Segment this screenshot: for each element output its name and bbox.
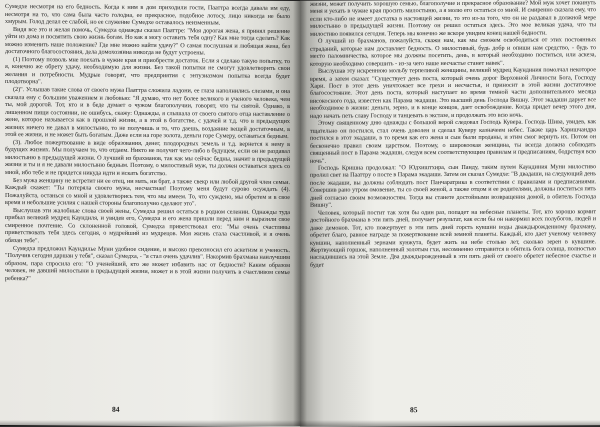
left-page-text <box>5 3 290 284</box>
page-number: 84 <box>112 404 120 414</box>
paragraph: Этому священному дню однажды с большой верой следовал Господь Кувера. Господь Шива, увидев, как тщательно он постился, стал очень доволен и сделал Куверу казначеем небес. Также царь Харишчандра постился в этот экадаши, в то время как его жена и сын были проданы, и этим смог вернуть их. Потом он бесконечно правил своим царством. Поэтому, о широкоокая женщина, ты всегда должна соблюдать священный пост в Парама экадаши, следуя всем соответствующим правилам и предписаниям, бодрствуя всю ночь". <box>310 119 596 165</box>
paragraph: Господь Кришна продолжал: "О Юдхиштхира, сын Панду, таким путем Каундиния Муни милостиво пролил свет на Пааттру о посте в Парама экадаши. Затем он сказал Сумедхе: "В двадаши, на следующий день после экадаши, вы должны соблюдать пост Панчаратрика в соответствии с правилами и предписаниями. Совершив рано утром омовение, ты со своей женой, а также отцом и ее родителями, должны поститься пять дней согласно своим возможностям. Тогда вы станете достойными возвращения домой, в обитель Господа Вишну". <box>310 164 596 209</box>
paragraph: Человек, который постит так хотя бы один раз, попадет на небесные планеты. Тот, кто хорошо кормит достойного брахмана в эти пять дней, получает результат, как если бы он накормил всех полубогов, людей и даже демонов. Тот, кто пожертвует в эти пять дней горсть кувшин воды дваждырожденному брахману, обретет благо, равное награде за пожертвование всей земной планеты. Каждый, кто дает ученому человеку кувшин, наполненный зернами кунжута, будет жить на небе столько лет, сколько зерен в кувшине. Жертвующий горшок, наполненный золотым гхи, несомненно отправится в обитель бога солнца, полностью насладившись на этой Земле. Два дваждырожденный в эти пять дней от своего обретет небесное счастье и будет <box>310 208 596 269</box>
paragraph: Выслушав эти жалобные слова своей жены, Сумедха решил остаться в родном селении. Однажды туда прибыл великий мудрец Каундиля, и увидев его, Сумедха и его жена пришли перед ним и выразили свое смиренное почтение. Со склоненной головой, Сумедха приветствовал его: "Мы очень счастливы приветствовать тебя здесь сегодня, о мудрейший из мудрецов. Моя жизнь стала счастливой, и я очень обязан тебе". <box>5 206 290 245</box>
paragraph: (1) Поэтому позволь мне поехать в чужие края и приобрести достаток. Если я сделаю такую попытку, то я, конечно же обрету удачу, необходимую для жизни. Без такой попытки не смогут удовлетворить свои желания и потребности. Мудрые говорят, что предприятия с энтузиазмом попытка всегда будет плодотворна". <box>5 55 290 86</box>
paragraph: Без мужа женщину не встретит ни ее отец, ни мать, ни брат, а также свекр или любой другой член семьи. Каждый скажет: "Ты потеряла своего мужа, несчастная! Поэтому меня будут сурово осуждать (4). Пожалуйста, останься со мной и удовлетворись тем, что мы имеем. То, что суждено, мы обретем и в свое время и небольшие усилия с нашей стороны благополучно сделают это". <box>5 176 290 208</box>
paragraph: Сумедха предложил Каундилье Муни удобное сидение, и высоко превозносил его аскетизм и ученость. "Получив сегодня даршан у тебя", сказал Сумедха, - "я стал очень удачлив". Накормив брахмана наилучшим образом, пара спросила его: "О ученейший, кто же может избавить нас от бедности? Каким образом человек, не давший милостыни в предыдущей жизни, может и в этой жизни получить в счастливом семье ребенка?" <box>5 244 290 282</box>
paragraph: Видя все это и желая помочь, Сумедха однажды сказал Пааттре: "Моя дорогая жена, я принял решение уйти из дома и посвятить свою жизнь богам. Но как я могу оставить тебя одну? Как мне тогда сделать? Как можно изменить наше положение? Где мне можно найти удачу?" О самая послушная и любящая жена, без достаточного благосостояния, дела домохозяина никогда не будут устроены. <box>5 25 290 57</box>
paragraph: Сумедхе несмотря на его бедность. Когда к ним в дом приходили гости, Пааттра всегда давала им еду, несмотря на то, что сама была часто голодна, ее прекрасное, подобное лотосу, лицо никогда не было хмурым. Голод делал ее слабой, но ее служение Сумедхе оставалось неизменным. <box>5 2 290 27</box>
page-number: 85 <box>410 405 418 415</box>
paragraph: (3). Любое пожертвование в виде образования, денег, плодородных земель и т.д. вернется к нему в будущих жизнях. Мы получаем то, что отдаем. Никто не получит чего-либо в будущем, если он не раздавал милостыню в предыдущей жизни. О лучший из брахманов, так как мы сейчас бедны, значит в предыдущей жизни и ты и я не давали милостыню бедным. Поэтому, о милостивый муж, ты должен оставаться здесь со мной, ибо тебе и не придется никуда идти и искать богатство. <box>5 138 290 178</box>
paragraph: (2)". Услышав такие слова от своего мужа Пааттра сложила ладони, ее глаза наполнились слезами, и она сказала ему с большим уважением и любовью: "Я думаю, что нет более великого и ученого человека, чем ты, мой дорогой. Тот, кто и в беде думает о чужом благополучии, говорят, что ты святой. Однако, в лишенном пищи состоянии, не ошибусь, скажу: Однажды, я слышала от своего святого отца наставление о жене, которое называется как в прошлой жизни, а в этой в богатстве, с удачей и т.д. что в предыдущих жизнях ничего не давал в милостыню, то не получишь и то, что даешь, воздаяние вещей достаточным, в этой ее жизни, и не может быть богатым. Даже если на горе золота, деньги горе Сумеру, оставаться бедным. <box>5 86 290 141</box>
paragraph: Выслушав эту искреннюю мольбу терпеливой женщины, великий мудрец Каундиния помолчал некоторое время, а затем сказал: "Существует день поста, который очень дорог Верховной Личности Бога, Господу Хари. Пост в этот день уничтожает все грехи и несчастья, и приносит в этой жизни достаточное благосостояние. Этот день поста, который наступает во время темной части дополнительного месяца високосного года, известен как Парама экадаши. Это высший день Господа Вишну. Этот экадаши дарует все необходимое в жизни: деньги, зерно, и в конце концов, дает освобождение. Когда придет вечер этого дня, надо начать петь славу Господу и танцевать в экстазе, и продолжать это всю ночь. <box>310 67 596 120</box>
right-page-text <box>310 0 596 270</box>
paragraph: жизни, может получить хорошую семью, благополучие и прекрасное образование? Мой муж хочет покинуть меня и уехать в чужие края просить милостыню, а я молю его остаться со мной. И смиренно сказала ему, что если кто-либо не имеет достатка в настоящей жизни, то это из-за того, что он не раздавал в должной мере милостыню в предыдущей жизни. Поэтому он решил остаться здесь. Это мое великая удача, что ты милостиво появился сегодня. Теперь мы конечно же вскоре увидим конец нашей бедности. <box>310 0 596 38</box>
right-page <box>300 0 600 427</box>
paragraph: О лучший из брахманов, пожалуйста, скажи нам, как мы сможем освободиться от этих постоянных страданий, которые нам доставляет бедность. О милостивый, будь добр и опиши нам средство, - будь то место паломничества, которое мы должны посетить, день, в который необходимо поститься, или аскеза, которую необходимо совершить - из-за чего наше несчастье станет навек". <box>310 37 596 68</box>
bottom-edge-shadow <box>0 420 600 426</box>
